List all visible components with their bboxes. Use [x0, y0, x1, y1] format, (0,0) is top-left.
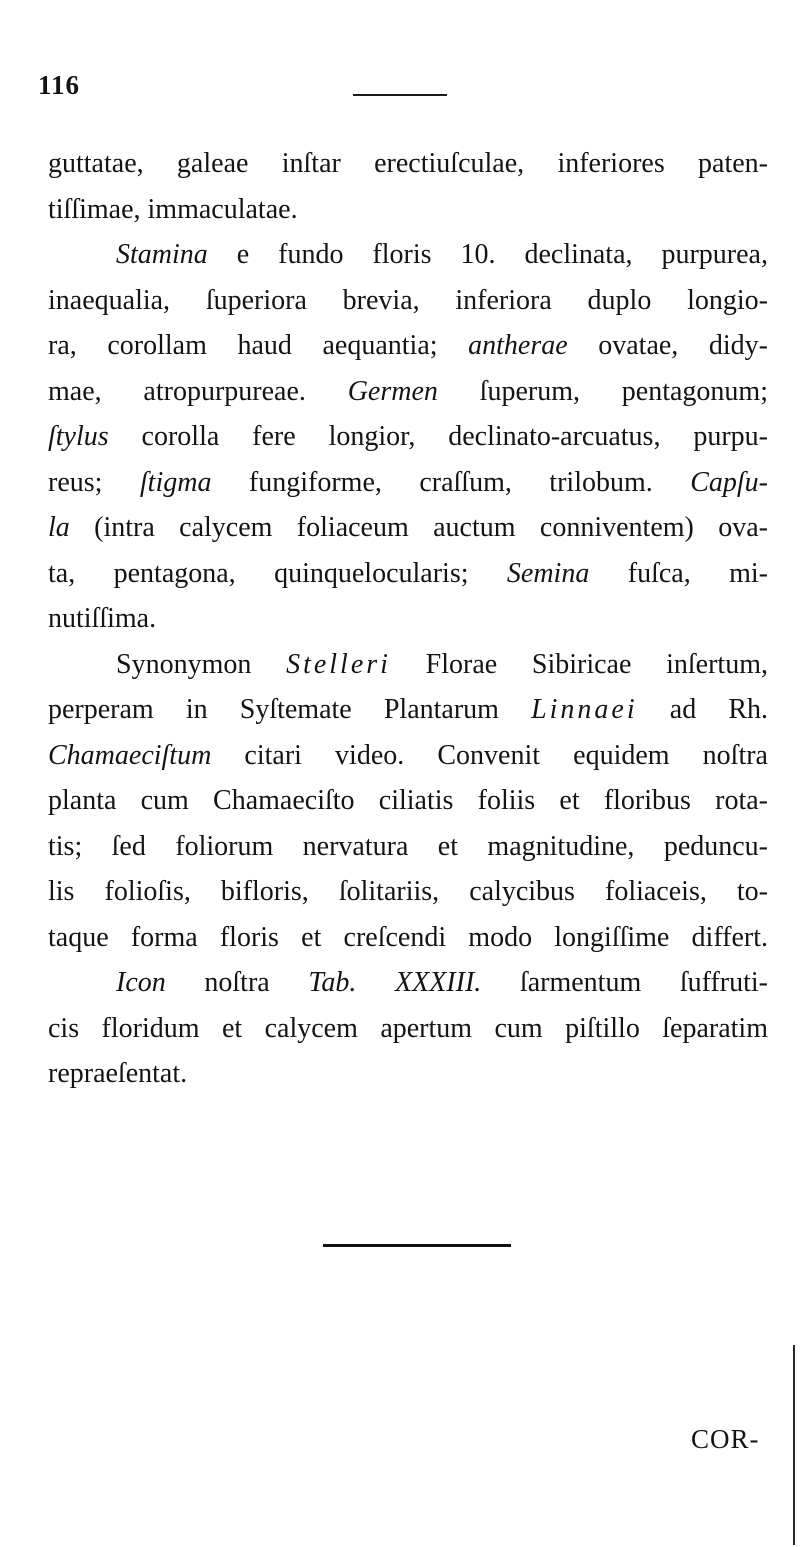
- text-line: [48, 460, 768, 506]
- text-line: [48, 278, 768, 324]
- italic-term: Stamina: [116, 239, 208, 270]
- text-line: [48, 824, 768, 870]
- text-line: [48, 778, 768, 824]
- text-run: guttatae, galeae inſtar erectiuſculae, inferiores paten-: [48, 148, 768, 179]
- text-run: reus;: [48, 466, 140, 498]
- text-run: fuſca, mi-: [589, 557, 769, 589]
- text-run: ra, corollam haud aequantia;: [48, 330, 469, 361]
- end-rule: [323, 1244, 511, 1247]
- paragraph-start-line: [48, 232, 768, 278]
- text-line: [48, 369, 768, 415]
- text-run: (intra calycem foliaceum auctum conniventem) ova-: [69, 512, 768, 543]
- text-line: [48, 596, 768, 642]
- text-line: [48, 733, 768, 779]
- text-run: Synonymon: [116, 648, 287, 680]
- text-line: [48, 869, 768, 915]
- text-line: [48, 323, 768, 369]
- text-run: cis floridum et calycem apertum cum piſtillo ſeparatim: [48, 1012, 768, 1044]
- page-number: 116: [38, 70, 81, 100]
- text-run: lis folioſis, bifloris, ſolitariis, calycibus foliaceis, to-: [48, 876, 768, 907]
- italic-term: Capſu-: [690, 466, 768, 498]
- text-line: [48, 687, 768, 733]
- page-edge-mark: [793, 1345, 795, 1545]
- italic-term: antherae: [468, 330, 568, 361]
- text-run: ſarmentum ſuffruti-: [481, 967, 768, 998]
- main-text: [48, 141, 768, 1097]
- text-run: citari video. Convenit equidem noſtra: [211, 739, 768, 771]
- spaced-name: Stelleri: [286, 648, 391, 680]
- text-line: [48, 141, 768, 187]
- text-run: tiſſimae, immaculatae.: [48, 193, 298, 225]
- text-run: ovatae, didy-: [567, 330, 769, 361]
- text-run: Florae Sibiricae inſertum,: [390, 648, 768, 680]
- text-run: fungiforme, craſſum, trilobum.: [211, 466, 691, 498]
- italic-term: Icon: [116, 967, 166, 998]
- text-line: [48, 187, 768, 233]
- catchword: COR-: [691, 1424, 760, 1454]
- text-run: nutiſſima.: [48, 603, 157, 634]
- text-run: ta, pentagona, quinquelocularis;: [48, 557, 507, 589]
- italic-term: Tab. XXXIII.: [308, 967, 482, 998]
- italic-term: ſtigma: [139, 466, 212, 498]
- text-run: inaequalia, ſuperiora brevia, inferiora duplo longio-: [48, 284, 768, 316]
- text-run: ad Rh.: [637, 694, 768, 725]
- text-run: mae, atropurpureae.: [48, 375, 348, 407]
- text-run: noſtra: [165, 967, 309, 998]
- text-run: planta cum Chamaeciſto ciliatis foliis et floribus rota-: [48, 785, 768, 816]
- text-line: [48, 505, 768, 551]
- paragraph-start-line: [48, 642, 768, 688]
- header-rule: [353, 94, 447, 96]
- text-line: [48, 915, 768, 961]
- text-line: [48, 414, 768, 460]
- text-run: e fundo floris 10. declinata, purpurea,: [207, 239, 768, 270]
- paragraph-start-line: [48, 960, 768, 1006]
- text-run: tis; ſed foliorum nervatura et magnitudine, peduncu-: [48, 830, 768, 862]
- text-run: repraeſentat.: [48, 1058, 188, 1089]
- text-line: [48, 1051, 768, 1097]
- italic-term: Semina: [506, 557, 590, 589]
- italic-term: la: [48, 512, 70, 543]
- text-line: [48, 1006, 768, 1052]
- text-run: corolla fere longior, declinato-arcuatus, purpu-: [108, 421, 768, 452]
- text-run: ſuperum, pentagonum;: [437, 375, 768, 407]
- spaced-name: Linnaei: [531, 694, 638, 725]
- text-run: taque forma floris et creſcendi modo longiſſime differt.: [48, 921, 768, 953]
- text-run: perperam in Syſtemate Plantarum: [48, 694, 532, 725]
- italic-term: Chamaeciſtum: [48, 739, 212, 771]
- italic-term: ſtylus: [48, 421, 109, 452]
- italic-term: Germen: [347, 375, 438, 407]
- text-line: [48, 551, 768, 597]
